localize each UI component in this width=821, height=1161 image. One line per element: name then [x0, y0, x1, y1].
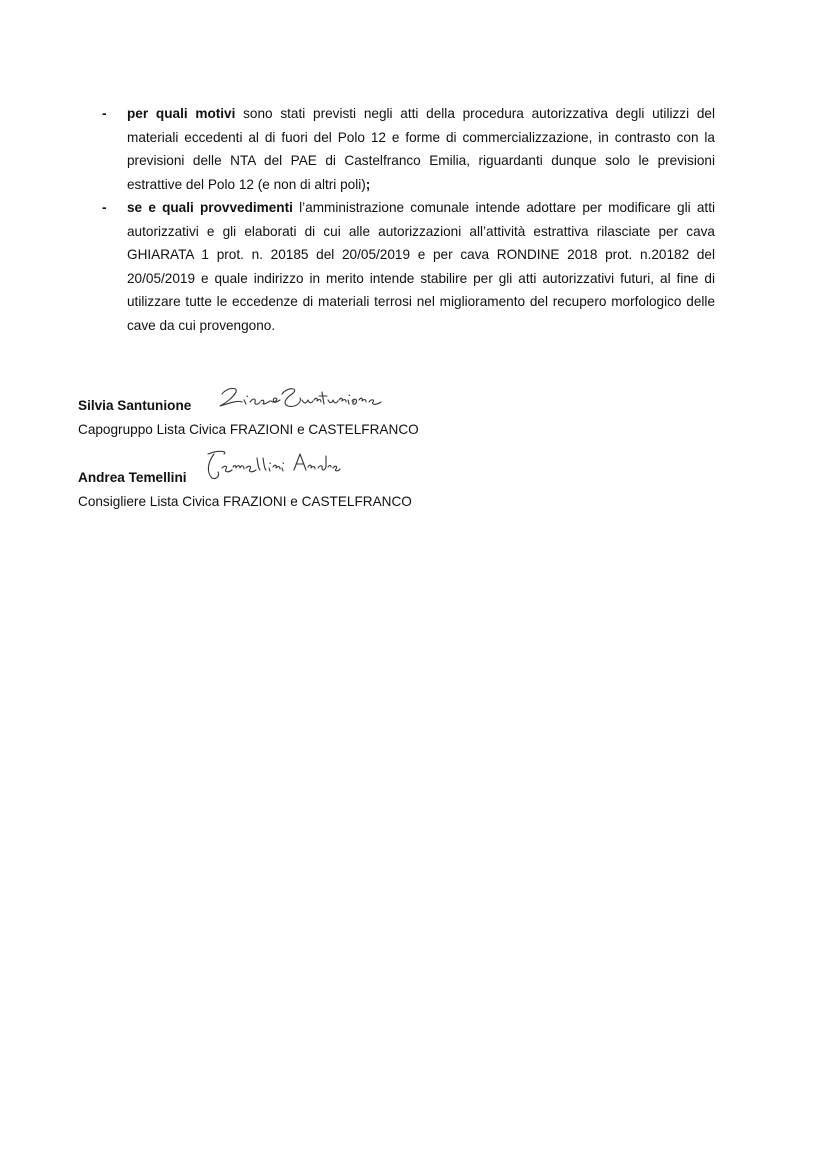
bullet-dash: - [102, 200, 107, 215]
item-text: sono stati previsti negli atti della procedura autorizzativa degli utilizzi del materiali eccedenti al di fuori del Polo 12 e forme di commercializzazione, in contrasto con la previsioni delle NTA del PAE di Castelfranco Emilia, riguardanti dunque solo le previsioni estrattive del Polo 12 (e non di altri poli) [127, 106, 715, 192]
handwritten-signature [216, 382, 386, 416]
item-text: l’amministrazione comunale intende adottare per modificare gli atti autorizzativi e gli elaborati di cui alle autorizzazioni all’attività estrattiva rilasciate per cava GHIARATA 1 prot. n. 20185 del 20/05/2019 e per cava RONDINE 2018 prot. n.20182 del 20/05/2019 e quale indirizzo in merito intende stabilire per gli atti autorizzativi futuri, al fine di utilizzare tutte le eccedenze di materiali terrosi nel miglioramento del recupero morfologico delle cave da cui provengono. [127, 200, 715, 333]
signatory-role: Consigliere Lista Civica FRAZIONI e CASTELFRANCO [78, 494, 412, 509]
item-bold-lead: per quali motivi [127, 106, 236, 121]
signatory-role: Capogruppo Lista Civica FRAZIONI e CASTELFRANCO [78, 422, 419, 437]
bullet-dash: - [102, 106, 107, 121]
list-item [100, 196, 715, 337]
handwritten-signature [202, 448, 342, 482]
signatory-block [78, 386, 578, 446]
signatory-block [78, 450, 578, 510]
signatory-name: Andrea Temellini [78, 470, 187, 485]
list-item [100, 102, 715, 196]
item-bold-lead: se e quali provvedimenti [127, 200, 293, 215]
item-tail: ; [365, 176, 371, 192]
signatory-name: Silvia Santunione [78, 398, 192, 413]
question-list [100, 102, 715, 337]
